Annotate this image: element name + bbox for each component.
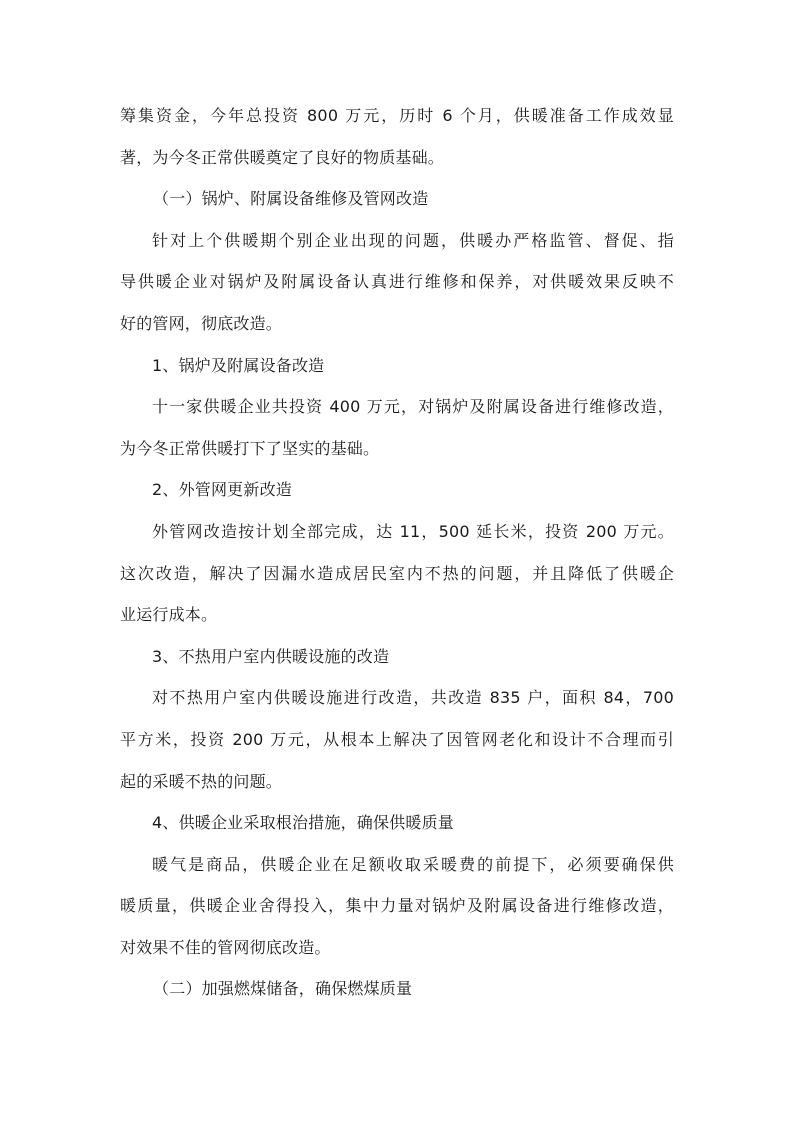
- paragraph-line: 筹集资金，今年总投资 800 万元，历时 6 个月，供暖准备工作成效显: [120, 106, 674, 125]
- document-page: [120, 95, 674, 1010]
- paragraph-line: 暖质量，供暖企业舍得投入，集中力量对锅炉及附属设备进行维修改造，: [120, 896, 674, 916]
- subsection-heading: 3、不热用户室内供暖设施的改造: [152, 646, 390, 666]
- paragraph-line: 十一家供暖企业共投资 400 万元，对锅炉及附属设备进行维修改造，: [152, 397, 674, 417]
- paragraph-line: 外管网改造按计划全部完成，达 11，500 延长米，投资 200 万元。: [152, 521, 674, 541]
- section-heading: （二）加强燃煤储备，确保燃煤质量: [153, 979, 413, 999]
- subsection-heading: 4、供暖企业采取根治措施，确保供暖质量: [152, 813, 454, 833]
- paragraph-line: 这次改造，解决了因漏水造成居民室内不热的问题，并且降低了供暖企: [120, 563, 674, 583]
- paragraph-line: 对不热用户室内供暖设施进行改造，共改造 835 户，面积 84，700: [152, 688, 674, 708]
- paragraph-line: 著，为今冬正常供暖奠定了良好的物质基础。: [120, 147, 445, 167]
- paragraph-line: 为今冬正常供暖打下了坚实的基础。: [120, 438, 380, 458]
- paragraph-line: 针对上个供暖期个别企业出现的问题，供暖办严格监管、督促、指: [152, 230, 674, 250]
- paragraph-line: 好的管网，彻底改造。: [120, 313, 283, 333]
- paragraph-line: 起的采暖不热的问题。: [120, 771, 283, 791]
- subsection-heading: 2、外管网更新改造: [152, 480, 292, 500]
- paragraph-line: 业运行成本。: [120, 605, 218, 625]
- paragraph-line: 平方米，投资 200 万元，从根本上解决了因管网老化和设计不合理而引: [120, 729, 674, 749]
- paragraph-line: 暖气是商品，供暖企业在足额收取采暖费的前提下，必须要确保供: [152, 854, 674, 874]
- subsection-heading: 1、锅炉及附属设备改造: [152, 355, 325, 375]
- paragraph-line: 对效果不佳的管网彻底改造。: [120, 937, 331, 957]
- section-heading: （一）锅炉、附属设备维修及管网改造: [153, 189, 429, 209]
- paragraph-line: 导供暖企业对锅炉及附属设备认真进行维修和保养，对供暖效果反映不: [120, 272, 674, 292]
